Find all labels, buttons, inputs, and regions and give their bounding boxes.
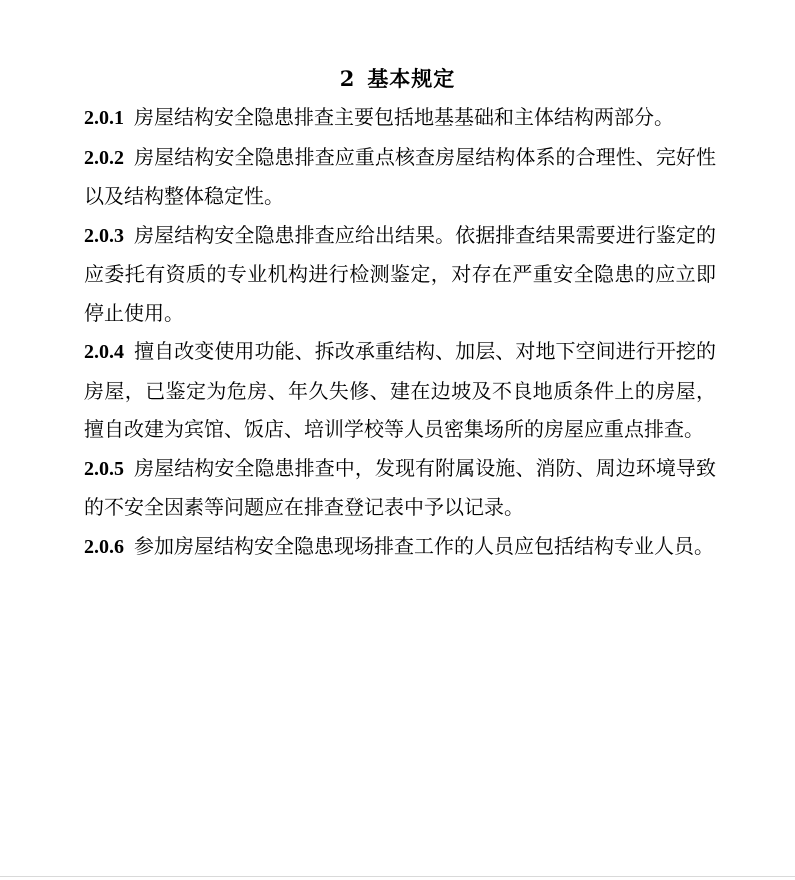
clause-number: 2.0.5 [84,457,124,480]
clause-text: 房屋结构安全隐患排查应给出结果。依据排查结果需要进行鉴定的应委托有资质的专业机构进行检测鉴定，对存在严重安全隐患的应立即停止使用。 [84,222,716,325]
clause-list [84,98,716,566]
clause-text: 参加房屋结构安全隐患现场排查工作的人员应包括结构专业人员。 [134,533,714,558]
clause-number: 2.0.3 [84,224,124,247]
clause-2-0-1 [84,98,716,138]
clause-number: 2.0.1 [84,107,124,129]
section-heading [0,64,795,94]
clause-text: 擅自改变使用功能、拆改承重结构、加层、对地下空间进行开挖的房屋，已鉴定为危房、年久失修、建在边坡及不良地质条件上的房屋，擅自改建为宾馆、饭店、培训学校等人员密集场所的房屋应重点排查。 [84,339,716,441]
clause-text: 房屋结构安全隐患排查主要包括地基基础和主体结构两部分。 [134,105,674,129]
page-bottom-divider [0,876,795,877]
clause-2-0-5 [84,449,716,527]
clause-text: 房屋结构安全隐患排查应重点核查房屋结构体系的合理性、完好性以及结构整体稳定性。 [84,144,716,208]
clause-number: 2.0.6 [84,535,124,558]
section-title: 基本规定 [367,66,456,92]
clause-number: 2.0.2 [84,146,124,169]
clause-2-0-6 [84,527,716,567]
clause-number: 2.0.4 [84,341,124,363]
clause-2-0-4 [84,332,716,449]
clause-text: 房屋结构安全隐患排查中，发现有附属设施、消防、周边环境导致的不安全因素等问题应在排查登记表中予以记录。 [84,455,716,519]
clause-2-0-3 [84,216,716,333]
clause-2-0-2 [84,138,716,216]
section-number: 2 [339,66,356,92]
